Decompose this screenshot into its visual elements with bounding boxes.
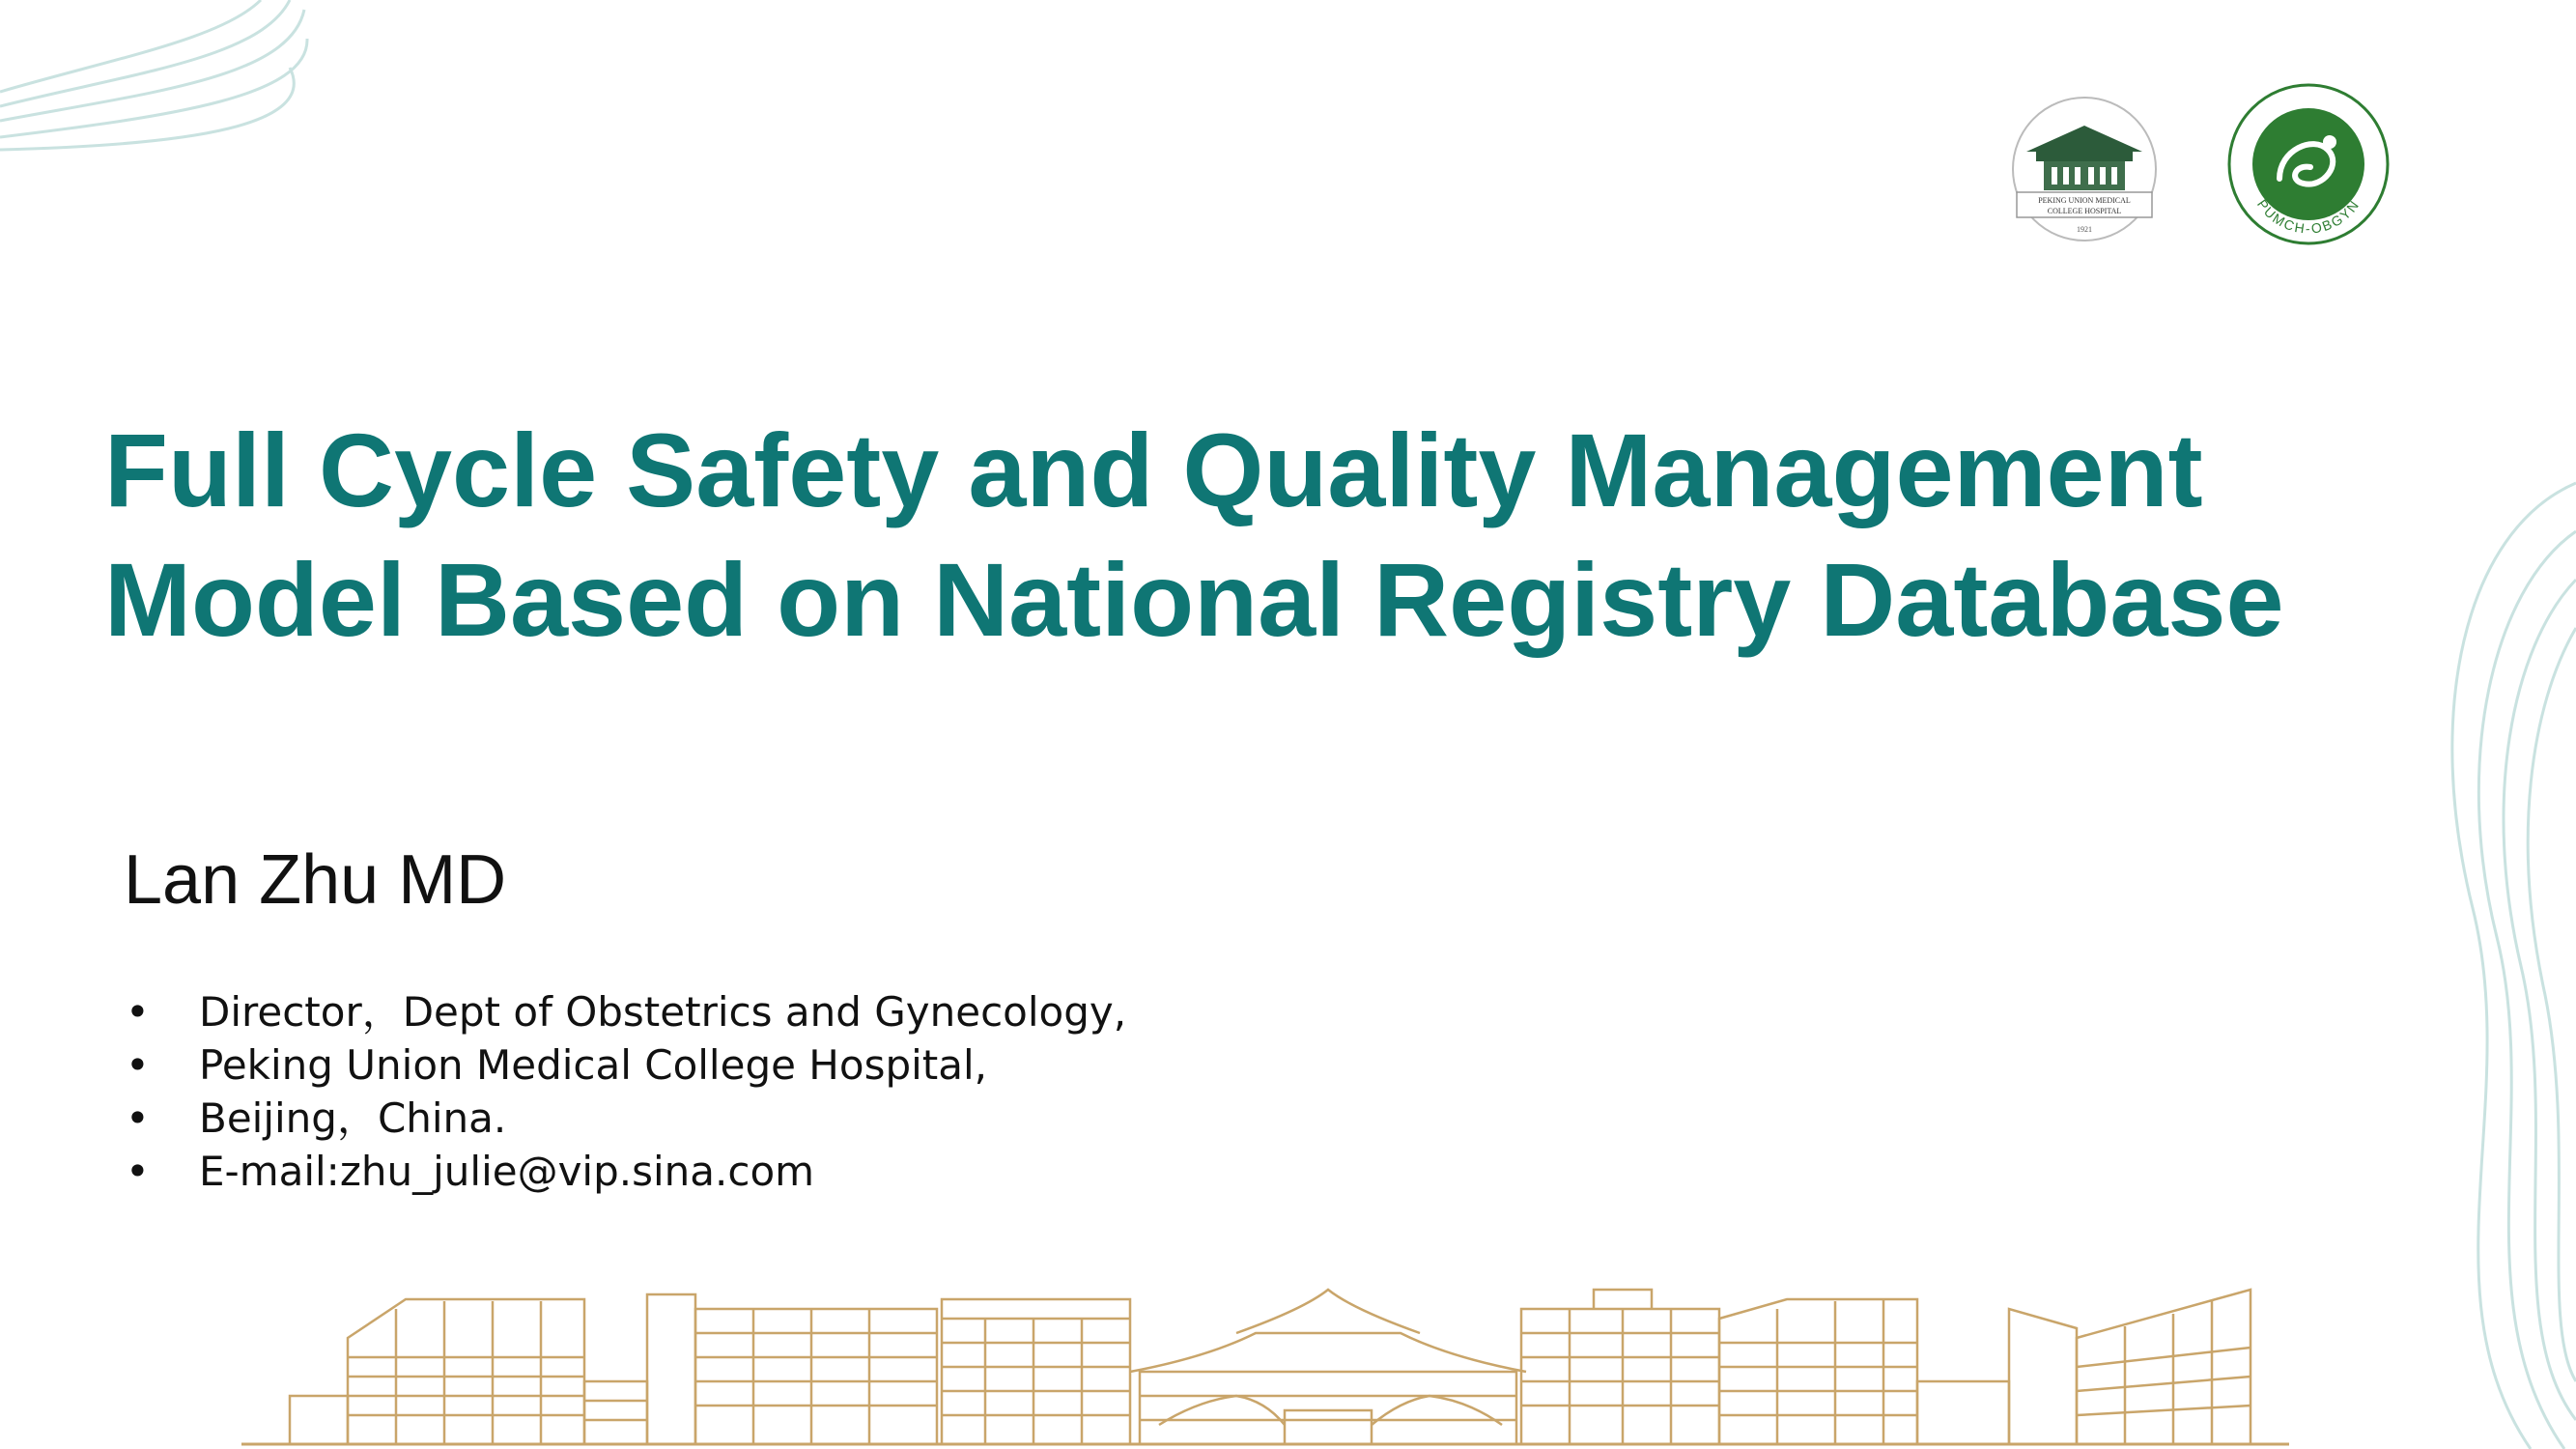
detail-item-position (126, 985, 1126, 1038)
slide-title (104, 406, 2422, 665)
bullet-icon: • (126, 1041, 150, 1089)
obgyn-logo-label: PUMCH-OBGYN (2253, 196, 2364, 237)
author-details-list (126, 985, 1126, 1198)
hospital-skyline-illustration (241, 1280, 2289, 1449)
detail-text: Beijing，China. (199, 1094, 507, 1142)
pumch-logo-line-1: PEKING UNION MEDICAL (2038, 196, 2131, 205)
pumch-logo-year: 1921 (2077, 225, 2092, 234)
top-left-decorative-curves (0, 0, 328, 164)
detail-text: Peking Union Medical College Hospital, (199, 1041, 988, 1089)
pumch-logo (1997, 92, 2171, 246)
detail-item-location (126, 1092, 1126, 1145)
pumch-logo-emblem (1997, 92, 2171, 246)
detail-text: E-mail:zhu_julie@vip.sina.com (199, 1148, 815, 1195)
slide-title-line-2: Model Based on National Registry Database (104, 541, 2284, 658)
bullet-icon: • (126, 1094, 150, 1142)
bullet-icon: • (126, 988, 150, 1036)
pumch-obgyn-logo (2222, 82, 2395, 246)
detail-item-hospital (126, 1038, 1126, 1092)
bullet-icon: • (126, 1148, 150, 1195)
detail-text: Director，Dept of Obstetrics and Gynecology, (199, 988, 1127, 1036)
author-name: Lan Zhu MD (124, 841, 507, 919)
pumch-logo-line-2: COLLEGE HOSPITAL (2047, 207, 2122, 215)
slide-title-line-1: Full Cycle Safety and Quality Management (104, 412, 2203, 528)
detail-item-email (126, 1145, 1126, 1198)
obgyn-logo-emblem (2222, 82, 2395, 246)
